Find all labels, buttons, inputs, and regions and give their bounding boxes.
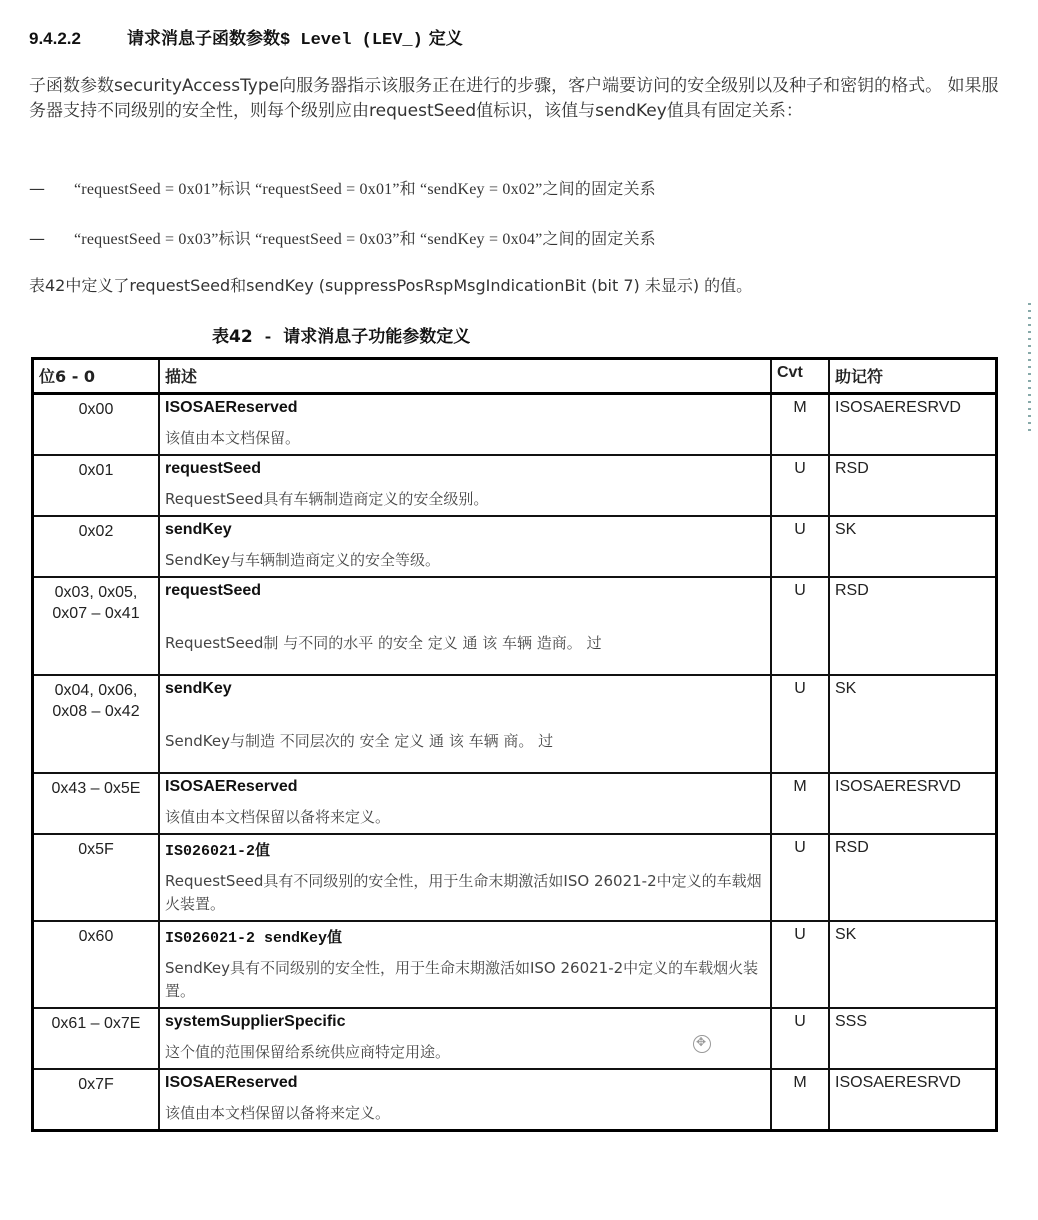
spacer xyxy=(165,610,765,632)
table-row xyxy=(33,921,997,1008)
move-icon[interactable] xyxy=(693,1035,711,1053)
cell-bits: 0x00 xyxy=(33,394,160,456)
section-heading xyxy=(29,24,463,50)
cell-mnemonic: SK xyxy=(829,921,997,1008)
description-title: ISOSAEReserved xyxy=(165,1074,298,1091)
description-title: ISOSAEReserved xyxy=(165,399,298,416)
cell-description xyxy=(159,1008,771,1069)
bullet-marker: — xyxy=(29,229,45,248)
description-text: RequestSeed具有不同级别的安全性，用于生命末期激活如ISO 26021-2中定义的车载烟火装置。 xyxy=(165,872,762,913)
cell-description xyxy=(159,834,771,921)
header-mnemonic: 助记符 xyxy=(829,359,997,394)
table-row xyxy=(33,516,997,577)
description-text: 该值由本文档保留。 xyxy=(165,429,301,447)
cell-bits: 0x60 xyxy=(33,921,160,1008)
description-text: SendKey与车辆制造商定义的安全等级。 xyxy=(165,551,440,569)
description-text: RequestSeed具有车辆制造商定义的安全级别。 xyxy=(165,490,489,508)
cell-bits: 0x03, 0x05, 0x07 – 0x41 xyxy=(33,577,160,675)
cell-bits: 0x5F xyxy=(33,834,160,921)
table-row xyxy=(33,394,997,456)
table-row xyxy=(33,1008,997,1069)
section-title-suffix: 定义 xyxy=(422,29,463,49)
cell-cvt: U xyxy=(771,455,829,516)
cell-mnemonic: SK xyxy=(829,675,997,773)
cell-bits: 0x04, 0x06, 0x08 – 0x42 xyxy=(33,675,160,773)
caption-prefix: 表42 xyxy=(212,327,253,347)
table-row xyxy=(33,834,997,921)
section-title-cn: 请求消息子函数参数 xyxy=(127,29,280,49)
cell-mnemonic: RSD xyxy=(829,834,997,921)
caption-separator: - xyxy=(252,329,284,348)
section-title-code: $ Level (LEV_) xyxy=(280,31,423,50)
cell-mnemonic: RSD xyxy=(829,455,997,516)
table-row xyxy=(33,1069,997,1131)
cell-bits: 0x7F xyxy=(33,1069,160,1131)
cell-description xyxy=(159,577,771,675)
spacer xyxy=(165,708,765,730)
cell-cvt: U xyxy=(771,1008,829,1069)
cell-description xyxy=(159,675,771,773)
subfunction-table xyxy=(31,357,998,1132)
cell-cvt: U xyxy=(771,577,829,675)
cell-description xyxy=(159,773,771,834)
description-text: 该值由本文档保留以备将来定义。 xyxy=(165,808,391,826)
header-bits: 位6 - 0 xyxy=(33,359,160,394)
bullet-text: “requestSeed = 0x03”标识 “requestSeed = 0x03”和 “sendKey = 0x04”之间的固定关系 xyxy=(74,231,656,248)
description-title: IS026021-2 sendKey值 xyxy=(165,930,343,947)
description-title: systemSupplierSpecific xyxy=(165,1013,346,1030)
cell-mnemonic: ISOSAERESRVD xyxy=(829,394,997,456)
cell-cvt: U xyxy=(771,921,829,1008)
description-text: 这个值的范围保留给系统供应商特定用途。 xyxy=(165,1043,451,1061)
section-number: 9.4.2.2 xyxy=(29,29,81,48)
description-title: IS026021-2值 xyxy=(165,843,271,860)
table-caption xyxy=(212,322,470,348)
cell-bits: 0x61 – 0x7E xyxy=(33,1008,160,1069)
intro-paragraph: 子函数参数securityAccessType向服务器指示该服务正在进行的步骤，客户端要访问的安全级别以及种子和密钥的格式。 如果服务器支持不同级别的安全性，则每个级别应由requestSeed值标识，该值与sendKey值具有固定关系： xyxy=(29,76,999,121)
table-row xyxy=(33,773,997,834)
cell-bits: 0x01 xyxy=(33,455,160,516)
bullet-item xyxy=(29,226,656,249)
bullet-text: “requestSeed = 0x01”标识 “requestSeed = 0x01”和 “sendKey = 0x02”之间的固定关系 xyxy=(74,181,656,198)
cell-cvt: M xyxy=(771,394,829,456)
cell-description xyxy=(159,516,771,577)
description-title: sendKey xyxy=(165,521,232,538)
description-text: SendKey具有不同级别的安全性，用于生命末期激活如ISO 26021-2中定义的车载烟火装置。 xyxy=(165,959,759,1000)
table-row xyxy=(33,455,997,516)
table-row xyxy=(33,675,997,773)
cell-cvt: M xyxy=(771,773,829,834)
cell-bits: 0x02 xyxy=(33,516,160,577)
cell-mnemonic: SK xyxy=(829,516,997,577)
cell-cvt: U xyxy=(771,675,829,773)
table-header-row xyxy=(33,359,997,394)
cell-cvt: U xyxy=(771,516,829,577)
cell-cvt: U xyxy=(771,834,829,921)
description-title: ISOSAEReserved xyxy=(165,778,298,795)
cell-mnemonic: RSD xyxy=(829,577,997,675)
description-title: requestSeed xyxy=(165,582,262,599)
bullet-item xyxy=(29,176,656,199)
table-row xyxy=(33,577,997,675)
cell-mnemonic: ISOSAERESRVD xyxy=(829,773,997,834)
description-text: 该值由本文档保留以备将来定义。 xyxy=(165,1104,391,1122)
cell-description xyxy=(159,921,771,1008)
description-title: requestSeed xyxy=(165,460,262,477)
cell-description xyxy=(159,394,771,456)
description-title: sendKey xyxy=(165,680,232,697)
header-description: 描述 xyxy=(159,359,771,394)
caption-title: 请求消息子功能参数定义 xyxy=(283,327,471,347)
cell-mnemonic: ISOSAERESRVD xyxy=(829,1069,997,1131)
cell-cvt: M xyxy=(771,1069,829,1131)
scrollbar-track[interactable] xyxy=(1028,303,1031,433)
cell-description xyxy=(159,1069,771,1131)
header-cvt: Cvt xyxy=(771,359,829,394)
cell-description xyxy=(159,455,771,516)
description-text: RequestSeed制 与不同的水平 的安全 定义 通 该 车辆 造商。 过 xyxy=(165,634,602,652)
description-text: SendKey与制造 不同层次的 安全 定义 通 该 车辆 商。 过 xyxy=(165,732,554,750)
bullet-marker: — xyxy=(29,179,45,198)
table-note: 表42中定义了requestSeed和sendKey (suppressPosRspMsgIndicationBit (bit 7) 未显示) 的值。 xyxy=(29,276,753,295)
cell-bits: 0x43 – 0x5E xyxy=(33,773,160,834)
cell-mnemonic: SSS xyxy=(829,1008,997,1069)
